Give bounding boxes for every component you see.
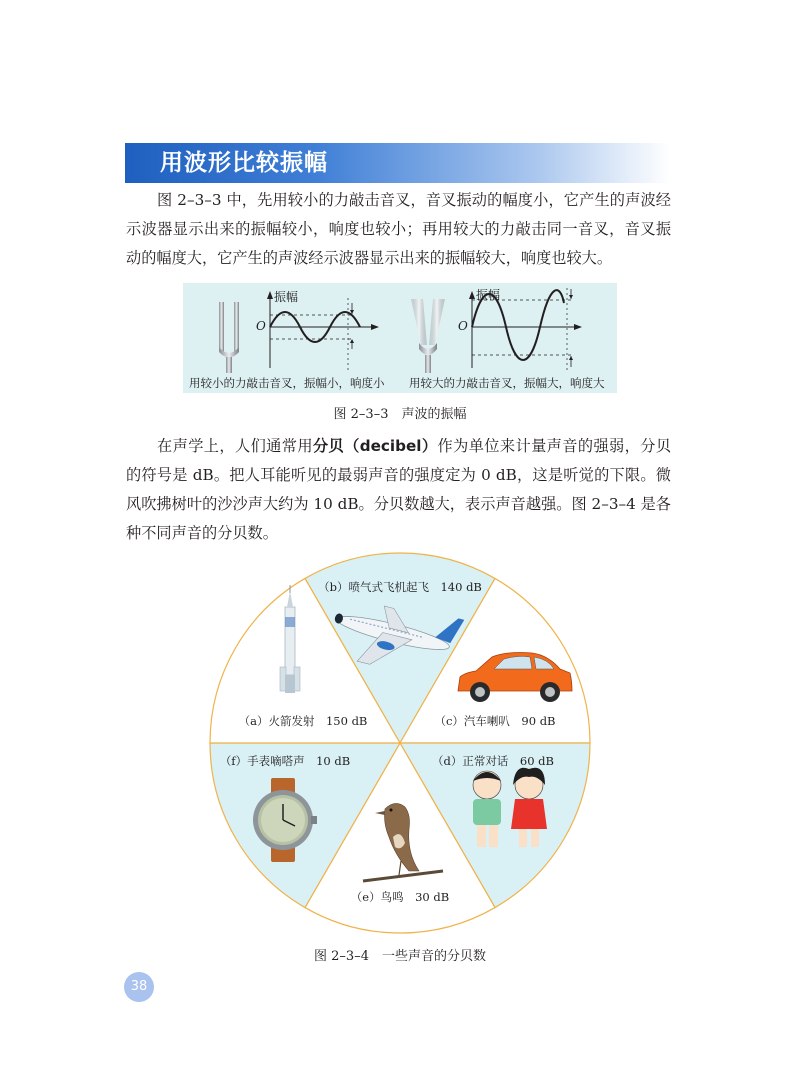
decibel-pie-diagram	[193, 551, 607, 935]
figure2-title: 图 2–3–4 一些声音的分贝数	[314, 949, 486, 964]
page-number: 38	[124, 972, 154, 1002]
sound-label: （b）喷气式飞机起飞 140 dB	[318, 580, 482, 594]
sound-label: （c）汽车喇叭 90 dB	[434, 714, 556, 728]
paragraph-2	[126, 432, 671, 548]
paragraph-2-rest: 作为单位来计量声音的强弱，分贝的符号是 dB。把人耳能听见的最弱声音的强度定为 0 dB，这是听觉的下限。微风吹拂树叶的沙沙声大约为 10 dB。分贝数越大，表示声音越强。图 2–3–4 是各种不同声音的分贝数。	[126, 437, 672, 542]
sound-label: （a）火箭发射 150 dB	[238, 714, 368, 728]
sound-label: （d）正常对话 60 dB	[432, 754, 554, 768]
axis-label-left: 振幅	[274, 290, 299, 304]
origin-label-right: O	[458, 319, 468, 333]
term-decibel: 分贝（decibel）	[312, 437, 438, 455]
paragraph-2-intro: 在声学上，人们通常用	[157, 437, 313, 455]
axis-label-right: 振幅	[476, 288, 501, 302]
paragraph-1	[126, 186, 671, 273]
section-heading: 用波形比较振幅	[160, 150, 328, 176]
paragraph-1-text: 图 2–3–3 中，先用较小的力敲击音叉，音叉振动的幅度小，它产生的声波经示波器显示出来的振幅较小，响度也较小；再用较大的力敲击同一音叉，音叉振动的幅度大，它产生的声波经示波器显示出来的振幅较大，响度也较大。	[126, 191, 671, 267]
figure1-caption-left: 用较小的力敲击音叉，振幅小，响度小	[189, 376, 385, 390]
figure1-title: 图 2–3–3 声波的振幅	[333, 407, 467, 422]
figure1-caption-right: 用较大的力敲击音叉，振幅大，响度大	[409, 376, 605, 390]
origin-label-left: O	[256, 319, 266, 333]
sound-label: （f）手表嘀嗒声 10 dB	[219, 754, 351, 768]
tuning-fork-small-icon	[219, 302, 239, 373]
tuning-fork-large-icon	[411, 299, 445, 373]
sound-label: （e）鸟鸣 30 dB	[350, 890, 450, 904]
